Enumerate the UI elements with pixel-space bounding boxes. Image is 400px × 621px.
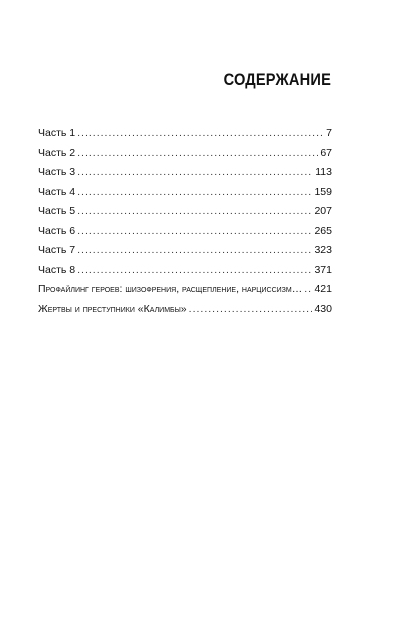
- toc-entry-part-5: [38, 204, 332, 224]
- toc-entry-part-1: [38, 126, 332, 146]
- toc-entry-page: 207: [314, 205, 332, 217]
- toc-entry-part-6: [38, 224, 332, 244]
- dot-leader: [77, 126, 324, 140]
- toc-entry-label: Часть 6: [38, 224, 76, 237]
- table-of-contents: [38, 126, 332, 321]
- toc-entry-label: Жертвы и преступники «Калимбы»: [38, 302, 187, 315]
- dot-leader: [77, 146, 318, 160]
- toc-entry-part-8: [38, 263, 332, 283]
- page-title: СОДЕРЖАНИЕ: [223, 70, 331, 89]
- toc-entry-part-2: [38, 146, 332, 166]
- dot-leader: [77, 243, 312, 257]
- toc-entry-part-4: [38, 185, 332, 205]
- dot-leader: [77, 204, 312, 218]
- toc-entry-page: 113: [315, 166, 332, 178]
- toc-entry-page: 323: [314, 244, 332, 256]
- toc-entry-part-3: [38, 165, 332, 185]
- dot-leader: [77, 165, 313, 179]
- dot-leader: [189, 302, 313, 316]
- toc-entry-label: Часть 4: [38, 185, 76, 198]
- toc-entry-page: 67: [320, 146, 332, 159]
- dot-leader: [77, 224, 312, 238]
- toc-entry-page: 430: [314, 302, 332, 315]
- toc-entry-victims: [38, 302, 332, 322]
- toc-entry-label: Часть 8: [38, 263, 76, 276]
- dot-leader: [77, 185, 312, 199]
- toc-entry-label: Часть 5: [38, 205, 76, 217]
- toc-entry-page: 159: [314, 185, 332, 198]
- toc-entry-label: Профайлинг героев: шизофрения, расщепление, нарциссизм…: [38, 283, 303, 295]
- toc-entry-profiling: [38, 282, 332, 302]
- toc-entry-label: Часть 1: [38, 127, 76, 139]
- toc-entry-page: 421: [314, 283, 332, 295]
- toc-entry-page: 265: [314, 224, 332, 237]
- dot-leader: [77, 263, 312, 277]
- toc-entry-page: 7: [326, 127, 332, 139]
- toc-entry-label: Часть 3: [38, 166, 76, 178]
- toc-entry-part-7: [38, 243, 332, 263]
- toc-entry-label: Часть 2: [38, 146, 76, 159]
- dot-leader: [304, 282, 312, 296]
- toc-entry-page: 371: [314, 263, 332, 276]
- toc-entry-label: Часть 7: [38, 244, 76, 256]
